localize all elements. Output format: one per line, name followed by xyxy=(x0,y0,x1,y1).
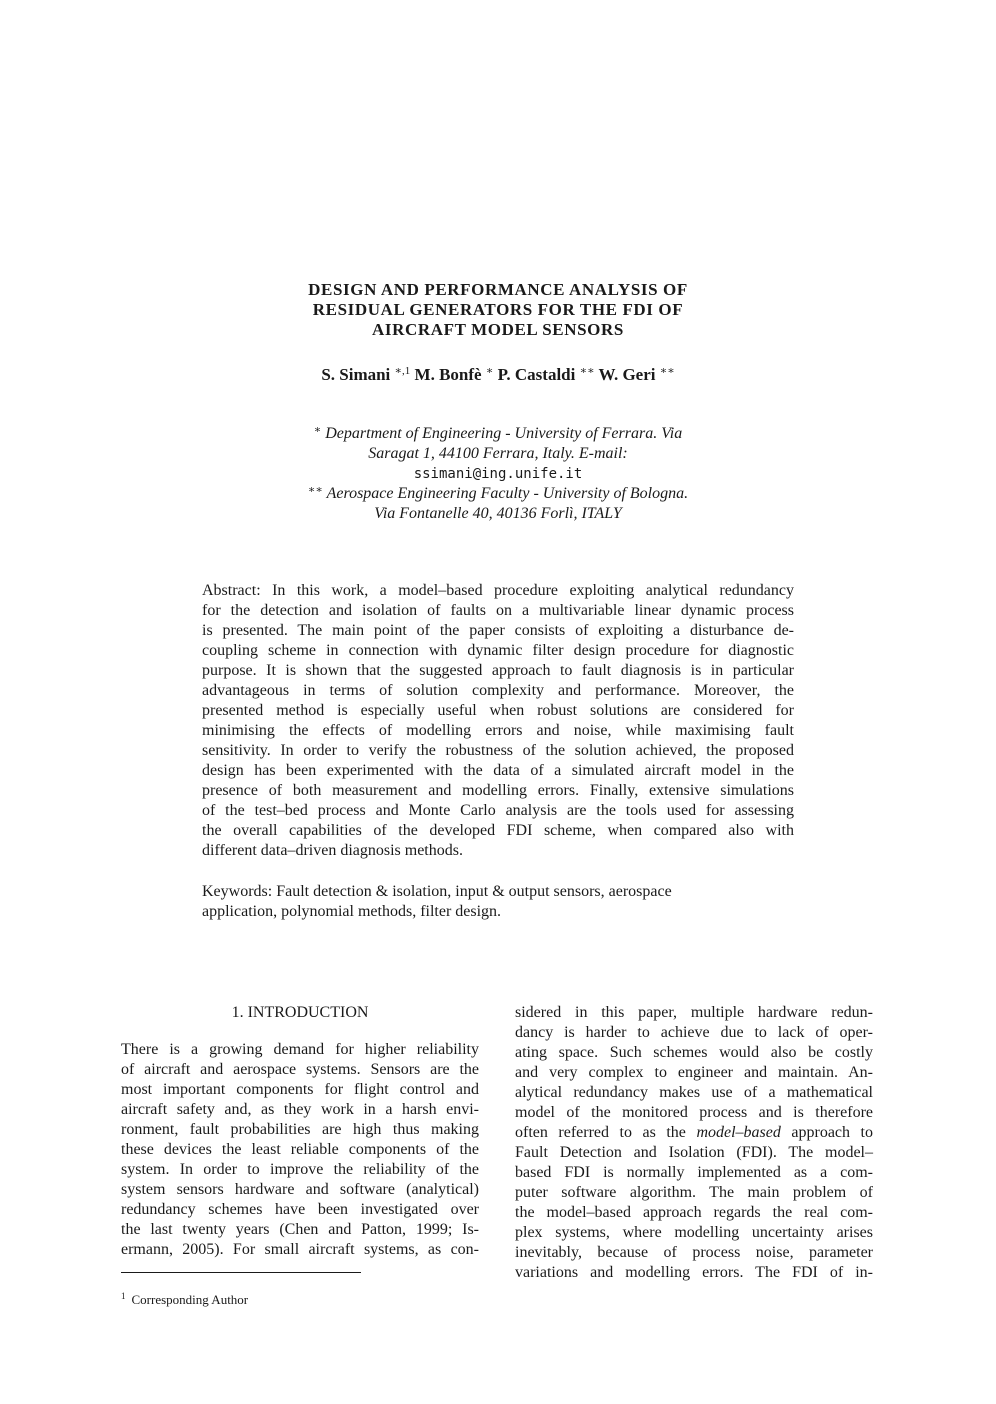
author-name: P. Castaldi xyxy=(497,365,576,384)
abstract-line: presented method is especially useful when robust solutions are considered for xyxy=(202,702,794,719)
section-heading: 1. INTRODUCTION xyxy=(231,1004,369,1021)
author-mark: ∗ xyxy=(485,365,494,377)
body-line: ating space. Such schemes would also be costly xyxy=(515,1044,873,1061)
body-line: sidered in this paper, multiple hardware redun- xyxy=(515,1004,873,1021)
author-email: ssimani@ing.unife.it xyxy=(413,466,583,482)
body-line: these devices the least reliable components of the xyxy=(121,1141,479,1158)
right-column xyxy=(515,1003,873,1283)
affiliation-line: Saragat 1, 44100 Ferrara, Italy. E-mail: xyxy=(368,445,628,462)
body-line: aircraft safety and, as they work in a harsh envi- xyxy=(121,1101,479,1118)
body-line: the last twenty years (Chen and Patton, 1999; Is- xyxy=(121,1221,479,1238)
body-line: redundancy schemes have been investigated over xyxy=(121,1201,479,1218)
body-line: and very complex to engineer and maintain. An- xyxy=(515,1064,873,1081)
affiliation-line xyxy=(200,484,796,504)
affiliation-text: Department of Engineering - University of Ferrara. Via xyxy=(325,425,683,442)
keywords-line: application, polynomial methods, filter design. xyxy=(202,903,502,920)
paper-title xyxy=(200,280,796,340)
body-text: approach to xyxy=(780,1124,874,1141)
author-name: M. Bonfè xyxy=(414,365,482,384)
body-line: system. In order to improve the reliability of the xyxy=(121,1161,479,1178)
abstract-line: minimising the effects of modelling errors and noise, while maximising fault xyxy=(202,722,794,739)
footnote xyxy=(121,1292,248,1308)
abstract-line: sensitivity. In order to verify the robustness of the solution achieved, the proposed xyxy=(202,742,794,759)
title-line: DESIGN AND PERFORMANCE ANALYSIS OF xyxy=(308,280,688,299)
footnote-rule xyxy=(121,1272,361,1273)
footnote-mark: 1 xyxy=(121,1291,126,1301)
abstract xyxy=(202,581,794,861)
abstract-line: Abstract: In this work, a model–based procedure exploiting analytical redundancy xyxy=(202,582,794,599)
affiliation-line xyxy=(200,464,796,484)
body-line: based FDI is normally implemented as a com- xyxy=(515,1164,873,1181)
keywords xyxy=(202,882,794,922)
affiliations xyxy=(200,424,796,524)
author-list xyxy=(200,364,796,386)
abstract-line: different data–driven diagnosis methods. xyxy=(202,842,463,859)
abstract-line: purpose. It is shown that the suggested approach to fault diagnosis is in particular xyxy=(202,662,794,679)
body-line: plex systems, where modelling uncertainty arises xyxy=(515,1224,873,1241)
body-line: alytical redundancy makes use of a mathematical xyxy=(515,1084,873,1101)
body-line xyxy=(515,1123,873,1143)
abstract-line: design has been experimented with the data of a simulated aircraft model in the xyxy=(202,762,794,779)
abstract-line: coupling scheme in connection with dynamic filter design procedure for diagnostic xyxy=(202,642,794,659)
author-mark: ∗∗ xyxy=(659,365,675,377)
author-name: W. Geri xyxy=(598,365,656,384)
body-line: ermann, 2005). For small aircraft systems, as con- xyxy=(121,1241,479,1258)
author-mark: ∗,1 xyxy=(394,365,411,377)
author-mark: ∗∗ xyxy=(579,365,595,377)
body-line: dancy is harder to achieve due to lack of oper- xyxy=(515,1024,873,1041)
body-line: There is a growing demand for higher reliability xyxy=(121,1041,479,1058)
title-line: RESIDUAL GENERATORS FOR THE FDI OF xyxy=(312,300,684,319)
author-name: S. Simani xyxy=(321,365,391,384)
affiliation-line: Via Fontanelle 40, 40136 Forlì, ITALY xyxy=(374,505,622,522)
abstract-line: is presented. The main point of the paper consists of exploiting a disturbance de- xyxy=(202,622,794,639)
body-line: system sensors hardware and software (analytical) xyxy=(121,1181,479,1198)
affiliation-mark: ∗ xyxy=(313,424,322,436)
abstract-line: presence of both measurement and modelling errors. Finally, extensive simulations xyxy=(202,782,794,799)
body-line: inevitably, because of process noise, parameter xyxy=(515,1244,873,1261)
abstract-line: advantageous in terms of solution complexity and performance. Moreover, the xyxy=(202,682,794,699)
abstract-line: of the test–bed process and Monte Carlo analysis are the tools used for assessing xyxy=(202,802,794,819)
keywords-line: Keywords: Fault detection & isolation, input & output sensors, aerospace xyxy=(202,883,672,900)
body-line: puter software algorithm. The main problem of xyxy=(515,1184,873,1201)
body-line: Fault Detection and Isolation (FDI). The model– xyxy=(515,1144,873,1161)
abstract-line: the overall capabilities of the developed FDI scheme, when compared also with xyxy=(202,822,794,839)
abstract-line: for the detection and isolation of faults on a multivariable linear dynamic process xyxy=(202,602,794,619)
body-line: model of the monitored process and is therefore xyxy=(515,1104,873,1121)
left-column xyxy=(121,1040,479,1260)
body-line: ronment, fault probabilities are high thus making xyxy=(121,1121,479,1138)
body-line: the model–based approach regards the real com- xyxy=(515,1204,873,1221)
affiliation-text: Aerospace Engineering Faculty - University of Bologna. xyxy=(326,485,689,502)
affiliation-line xyxy=(200,424,796,444)
emphasis-model-based: model–based xyxy=(696,1124,781,1141)
title-line: AIRCRAFT MODEL SENSORS xyxy=(372,320,624,339)
affiliation-mark: ∗∗ xyxy=(307,484,323,496)
body-line: variations and modelling errors. The FDI of in- xyxy=(515,1264,873,1281)
body-line: most important components for flight control and xyxy=(121,1081,479,1098)
footnote-text: Corresponding Author xyxy=(131,1292,249,1307)
body-line: of aircraft and aerospace systems. Sensors are the xyxy=(121,1061,479,1078)
body-text: often referred to as the xyxy=(515,1124,697,1141)
